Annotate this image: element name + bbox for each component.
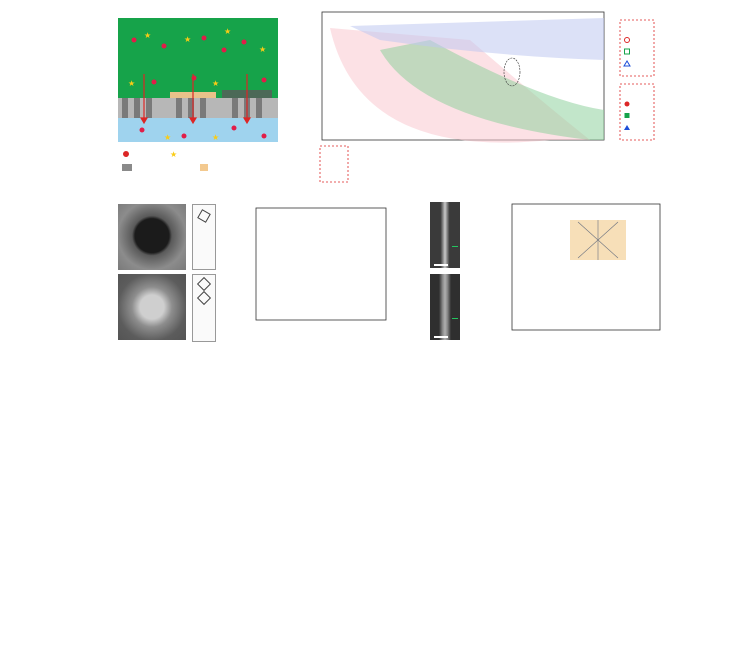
sem-image-after [118,274,186,340]
svg-text:★: ★ [144,31,152,40]
svg-text:★: ★ [164,133,172,142]
panel-d2 [470,198,670,348]
panel-d1 [408,200,468,340]
svg-text:★: ★ [259,45,267,54]
svg-text:★: ★ [184,35,192,44]
panel-c2 [226,198,394,346]
inset-pet-uio [192,274,216,342]
sem-d1-before [430,202,460,268]
svg-text:★: ★ [170,150,178,159]
svg-text:★: ★ [212,133,220,142]
inset-boc-linker [192,204,216,270]
sem-image-before [118,204,186,270]
panel-c1 [104,200,214,340]
panel-b [290,0,740,190]
svg-text:★: ★ [224,27,232,36]
panel-a [104,12,284,180]
svg-text:★: ★ [212,79,220,88]
sem-d1-after [430,274,460,340]
svg-text:★: ★ [128,79,136,88]
